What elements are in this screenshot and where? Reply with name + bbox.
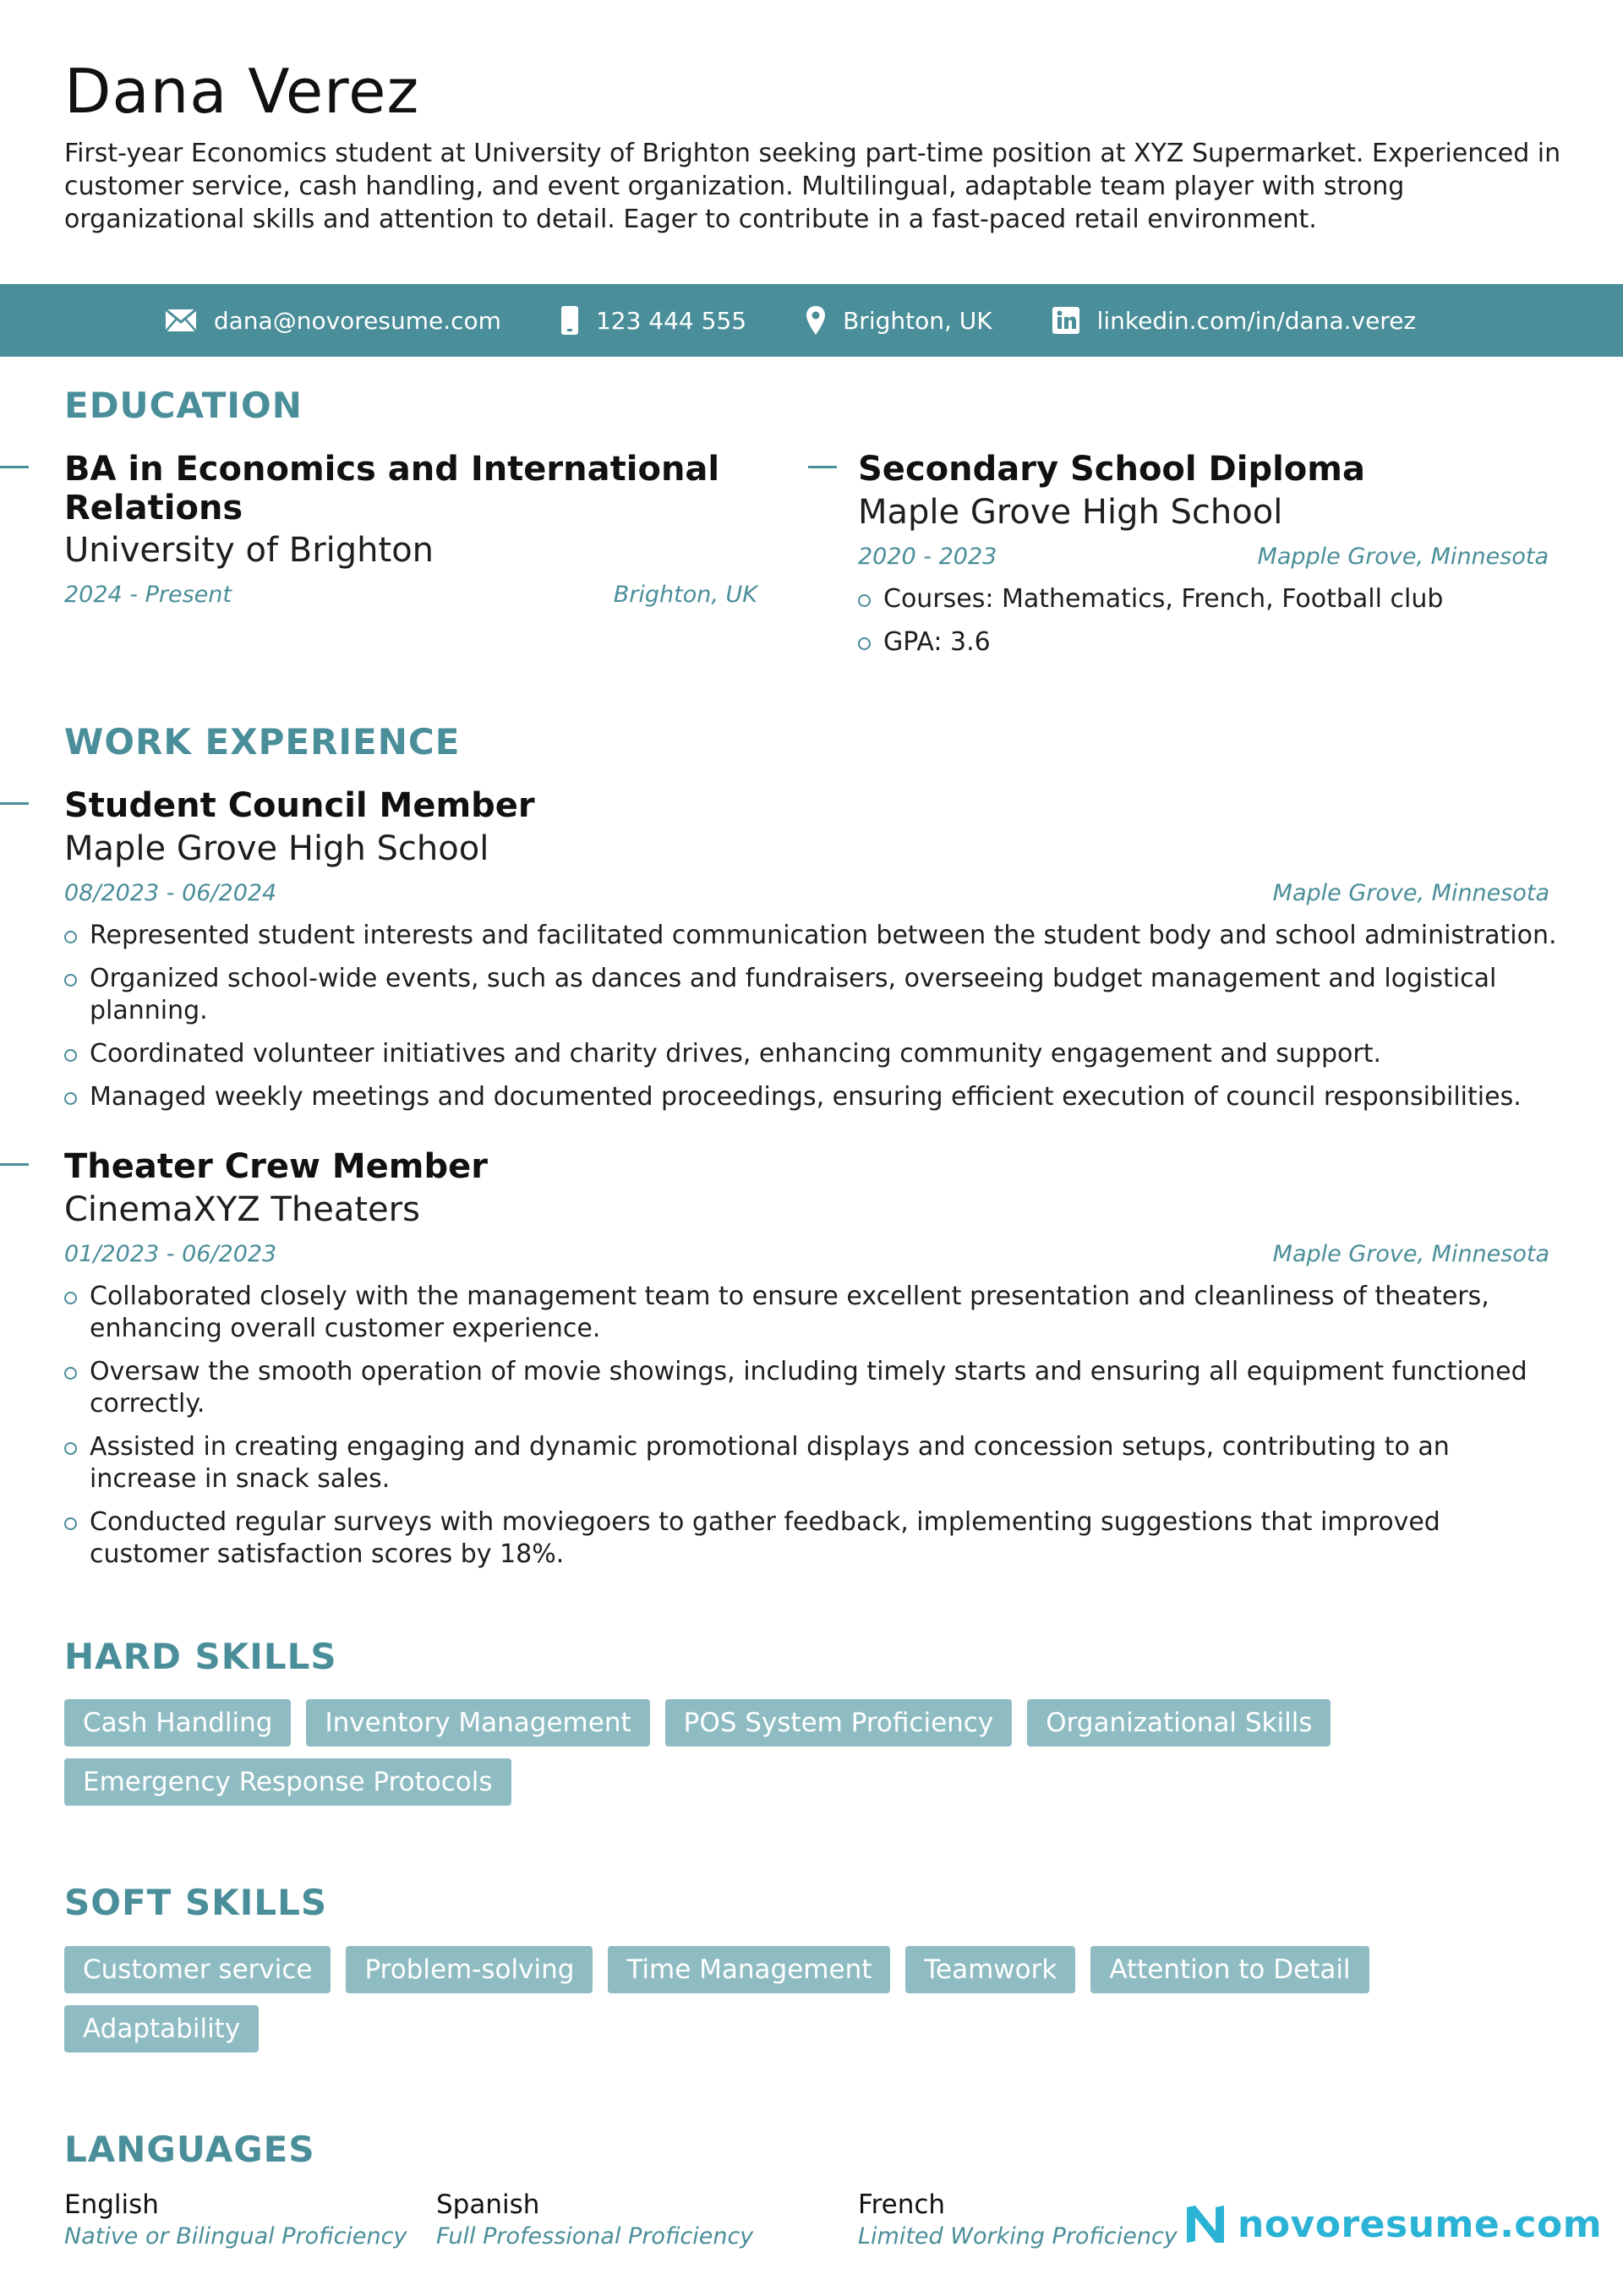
- list-item: GPA: 3.6: [858, 626, 1560, 659]
- brand-text: novoresume.com: [1238, 2202, 1603, 2246]
- novoresume-n-icon: [1183, 2202, 1227, 2246]
- language-name: Spanish: [436, 2189, 540, 2220]
- education-location-1: Brighton, UK: [613, 582, 757, 608]
- skill-tag: Cash Handling: [64, 1699, 291, 1747]
- hard-skills-heading: HARD SKILLS: [64, 1636, 337, 1677]
- skill-tag: Teamwork: [905, 1946, 1075, 1993]
- education-heading: EDUCATION: [64, 385, 303, 426]
- language-level: Native or Bilingual Proficiency: [64, 2223, 407, 2250]
- soft-skills-tags: [64, 1946, 1417, 2053]
- contact-phone[interactable]: [560, 305, 746, 336]
- list-item: Collaborated closely with the management team to ensure excellent presentation and cleanliness of theaters, enhancing overall customer experience.: [64, 1281, 1560, 1345]
- phone-icon: [560, 305, 579, 336]
- entry-marker: [0, 802, 29, 805]
- linkedin-text: linkedin.com/in/dana.verez: [1096, 306, 1417, 335]
- map-pin-icon: [806, 305, 826, 336]
- list-item: Assisted in creating engaging and dynamic promotional displays and concession setups, contributing to an increase in snack sales.: [64, 1431, 1560, 1495]
- job-title-2: Theater Crew Member: [64, 1147, 488, 1186]
- candidate-name: Dana Verez: [64, 56, 420, 127]
- education-degree-2: Secondary School Diploma: [858, 450, 1365, 489]
- soft-skills-heading: SOFT SKILLS: [64, 1882, 328, 1923]
- contact-email[interactable]: [165, 307, 501, 335]
- education-school-1: University of Brighton: [64, 531, 434, 570]
- linkedin-icon: [1052, 306, 1080, 335]
- list-item: Conducted regular surveys with moviegoers to gather feedback, implementing suggestions that improved customer satisfaction scores by 18%.: [64, 1506, 1560, 1571]
- skill-tag: Attention to Detail: [1090, 1946, 1369, 1993]
- languages-heading: LANGUAGES: [64, 2129, 315, 2170]
- language-level: Limited Working Proficiency: [858, 2223, 1178, 2250]
- hard-skills-tags: [64, 1699, 1417, 1806]
- list-item: Managed weekly meetings and documented proceedings, ensuring efficient execution of council responsibilities.: [64, 1081, 1560, 1113]
- language-french: [858, 2189, 1178, 2253]
- education-dates-2: 2020 - 2023: [858, 544, 997, 570]
- job-location-1: Maple Grove, Minnesota: [1272, 880, 1549, 906]
- language-name: French: [858, 2189, 946, 2220]
- education-location-2: Mapple Grove, Minnesota: [1257, 544, 1549, 570]
- skill-tag: Time Management: [608, 1946, 890, 1993]
- list-item: Organized school-wide events, such as dances and fundraisers, overseeing budget management and logistical planning.: [64, 963, 1560, 1027]
- contact-linkedin[interactable]: [1052, 306, 1417, 335]
- language-level: Full Professional Proficiency: [436, 2223, 754, 2250]
- job-employer-1: Maple Grove High School: [64, 829, 489, 868]
- location-text: Brighton, UK: [843, 306, 992, 335]
- skill-tag: Organizational Skills: [1027, 1699, 1331, 1747]
- list-item: Oversaw the smooth operation of movie showings, including timely starts and ensuring all equipment functioned correctly.: [64, 1356, 1560, 1420]
- job-dates-1: 08/2023 - 06/2024: [64, 880, 277, 906]
- skill-tag: Inventory Management: [306, 1699, 649, 1747]
- contact-bar: [0, 284, 1623, 357]
- language-name: English: [64, 2189, 159, 2220]
- education-dates-1: 2024 - Present: [64, 582, 232, 608]
- email-text: dana@novoresume.com: [213, 306, 501, 335]
- skill-tag: Problem-solving: [346, 1946, 593, 1993]
- job-employer-2: CinemaXYZ Theaters: [64, 1190, 420, 1229]
- education-details-2: [858, 583, 1560, 670]
- novoresume-logo: [1183, 2202, 1602, 2246]
- skill-tag: Emergency Response Protocols: [64, 1758, 511, 1806]
- list-item: Represented student interests and facilitated communication between the student body and school administration.: [64, 920, 1560, 952]
- job-location-2: Maple Grove, Minnesota: [1272, 1241, 1549, 1267]
- entry-marker: [808, 466, 837, 468]
- profile-summary: First-year Economics student at University of Brighton seeking part-time position at XYZ Supermarket. Experienced in customer service, cash handling, and event organization. Multilingual, adaptable team player with strong organizational skills and attention to detail. Eager to contribute in a fast-paced retail environment.: [64, 139, 1561, 234]
- job-bullets-1: [64, 920, 1560, 1124]
- entry-marker: [0, 1163, 29, 1166]
- list-item: Courses: Mathematics, French, Football club: [858, 583, 1560, 615]
- education-degree-1: BA in Economics and International Relations: [64, 450, 720, 528]
- skill-tag: Customer service: [64, 1946, 331, 1993]
- work-experience-heading: WORK EXPERIENCE: [64, 721, 461, 763]
- skill-tag: POS System Proficiency: [665, 1699, 1013, 1747]
- job-bullets-2: [64, 1281, 1560, 1582]
- language-english: [64, 2189, 407, 2253]
- list-item: Coordinated volunteer initiatives and charity drives, enhancing community engagement and support.: [64, 1038, 1560, 1070]
- job-dates-2: 01/2023 - 06/2023: [64, 1241, 277, 1267]
- contact-location[interactable]: [806, 305, 992, 336]
- education-school-2: Maple Grove High School: [858, 493, 1283, 532]
- job-title-1: Student Council Member: [64, 786, 535, 825]
- entry-marker: [0, 466, 29, 468]
- phone-text: 123 444 555: [595, 306, 747, 335]
- language-spanish: [436, 2189, 753, 2253]
- skill-tag: Adaptability: [64, 2005, 259, 2053]
- envelope-icon: [165, 309, 197, 332]
